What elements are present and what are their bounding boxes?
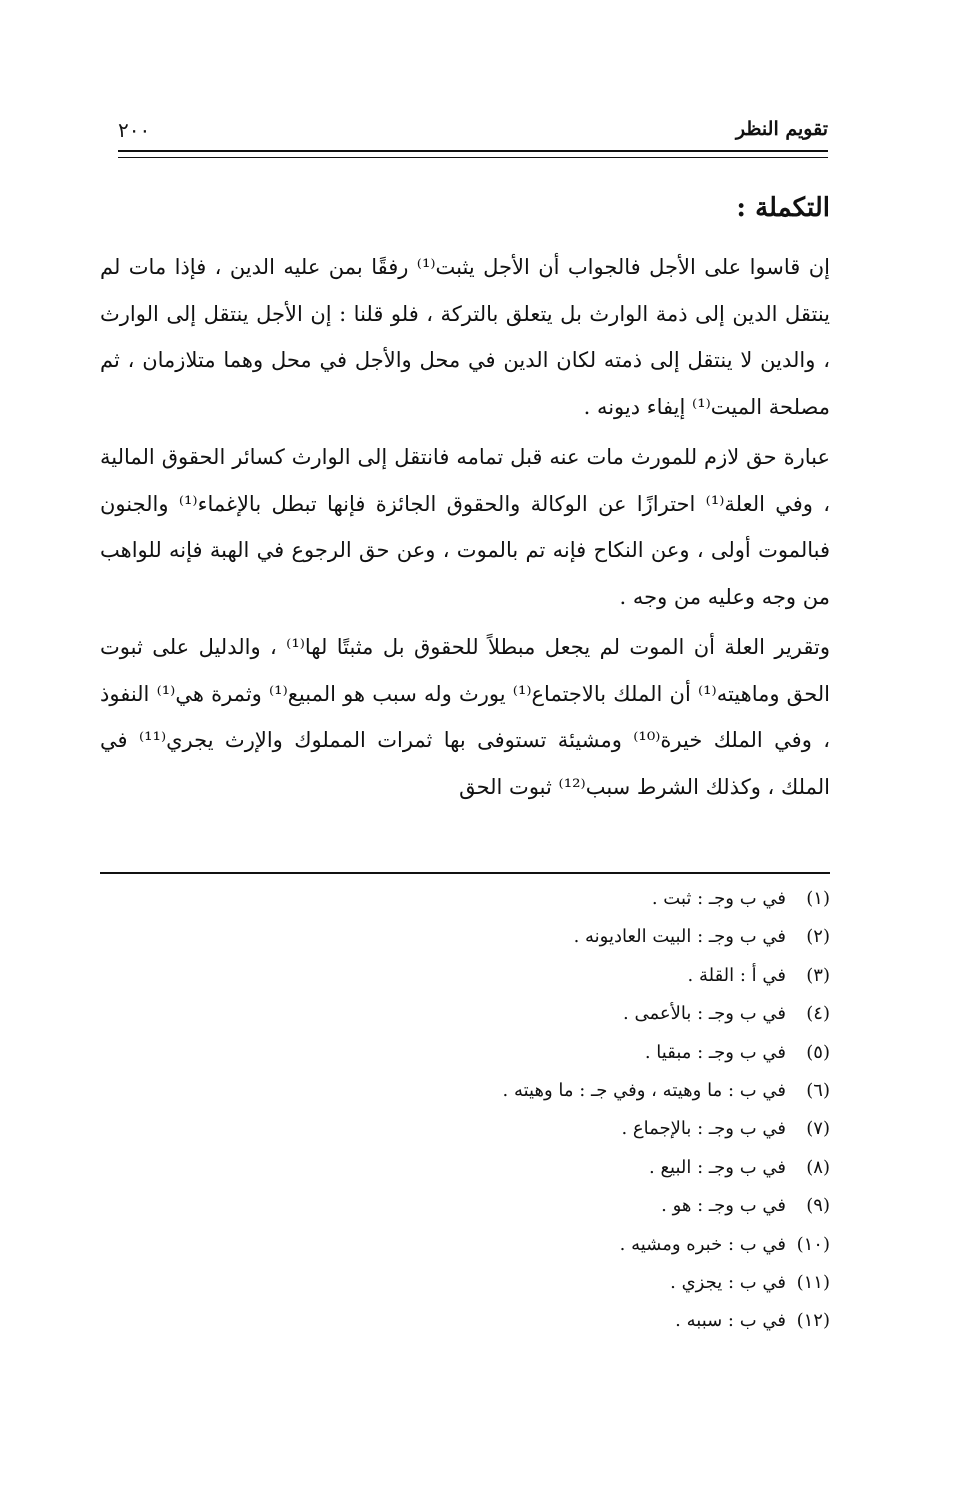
footnote-number: (٢)	[806, 926, 830, 948]
footnote-item	[230, 1072, 830, 1110]
footnote-number: (٣)	[806, 964, 830, 986]
footnote-text: في ب وجـ : البيت العاديونه .	[573, 926, 786, 948]
footnote-number: (١١)	[796, 1272, 830, 1294]
footnote-text: في ب وجـ : هو .	[661, 1195, 786, 1217]
book-title: تقويم النظر	[735, 118, 828, 140]
footnote-text: في ب وجـ : البيع .	[649, 1156, 786, 1178]
footnote-text: في ب وجـ : بالإجماع .	[621, 1118, 786, 1140]
footnote-item	[230, 1187, 830, 1225]
footnotes-list	[230, 880, 830, 1341]
running-header	[118, 118, 828, 154]
section-heading: التكملة :	[736, 193, 830, 223]
footnote-item	[230, 918, 830, 956]
footnote-number: (٤)	[806, 1003, 830, 1025]
page-number: ٢٠٠	[118, 118, 151, 142]
footnote-number: (١٠)	[796, 1233, 830, 1255]
footnote-text: في ب وجـ : بالأعمى .	[623, 1003, 786, 1025]
footnote-number: (٩)	[806, 1195, 830, 1217]
footnote-number: (٦)	[806, 1080, 830, 1102]
header-rule	[118, 150, 828, 158]
footnote-text: في ب : ما وهيته ، وفي جـ : ما وهيته .	[502, 1080, 786, 1102]
footnote-number: (١٢)	[796, 1310, 830, 1332]
footnote-text: في أ : القلة .	[687, 964, 786, 986]
footnote-text: في ب وجـ : ثبت .	[651, 888, 786, 909]
footnote-item	[230, 1302, 830, 1340]
footnote-item	[230, 1264, 830, 1302]
footnote-item	[230, 995, 830, 1033]
footnote-item	[230, 957, 830, 995]
footnote-item	[230, 1110, 830, 1148]
footnote-item	[230, 1034, 830, 1072]
footnote-number: (٨)	[806, 1156, 830, 1178]
paragraph-3: وتقرير العلة أن الموت لم يجعل مبطلاً للحقوق بل مثبتًا لها⁽¹⁾ ، والدليل على ثبوت الحق وماهيته⁽¹⁾ أن الملك بالاجتماع⁽¹⁾ يورث وله سبب هو المبيع⁽¹⁾ وثمرة هي⁽¹⁾ النفوذ ، وفي الملك خيرة⁽¹⁰⁾ ومشيئة تستوفى بها ثمرات المملوك والإرث يجري⁽¹¹⁾ في الملك ، وكذلك الشرط سبب⁽¹²⁾ ثبوت الحق	[100, 635, 831, 799]
footnote-text: في ب : سببه .	[675, 1310, 786, 1332]
footnote-text: في ب وجـ : مبقيا .	[644, 1041, 786, 1063]
footnote-text: في ب : خبره ومشيه .	[619, 1233, 786, 1255]
footnote-number: (١)	[806, 888, 830, 909]
footnote-number: (٥)	[806, 1041, 830, 1063]
footnote-number: (٧)	[806, 1118, 830, 1140]
footnote-item	[230, 1149, 830, 1187]
footnote-item	[230, 880, 830, 918]
footnote-separator	[100, 872, 830, 874]
main-text	[100, 182, 830, 814]
footnote-text: في ب : يجزي .	[670, 1272, 786, 1294]
footnote-item	[230, 1226, 830, 1264]
paragraph-1: إن قاسوا على الأجل فالجواب أن الأجل يثبت⁽¹⁾ رفقًا بمن عليه الدين ، فإذا مات لم ينتقل الدين إلى ذمة الوارث بل يتعلق بالتركة ، فلو قلنا : إن الأجل ينتقل إلى الوارث ، والدين لا ينتقل إلى ذمته لكان الدين في محل والأجل في محل وهما متلازمان ، ثم مصلحة الميت⁽¹⁾ إيفاء ديونه .	[100, 255, 830, 419]
paragraph-2: عبارة حق لازم للمورث مات عنه قبل تمامه فانتقل إلى الوارث كسائر الحقوق المالية ، وفي العلة⁽¹⁾ احترازًا عن الوكالة والحقوق الجائزة فإنها تبطل بالإغماء⁽¹⁾ والجنون فبالموت أولى ، وعن النكاح فإنه تم بالموت ، وعن حق الرجوع في الهبة فإنه للواهب من وجه وعليه من وجه .	[100, 445, 830, 609]
